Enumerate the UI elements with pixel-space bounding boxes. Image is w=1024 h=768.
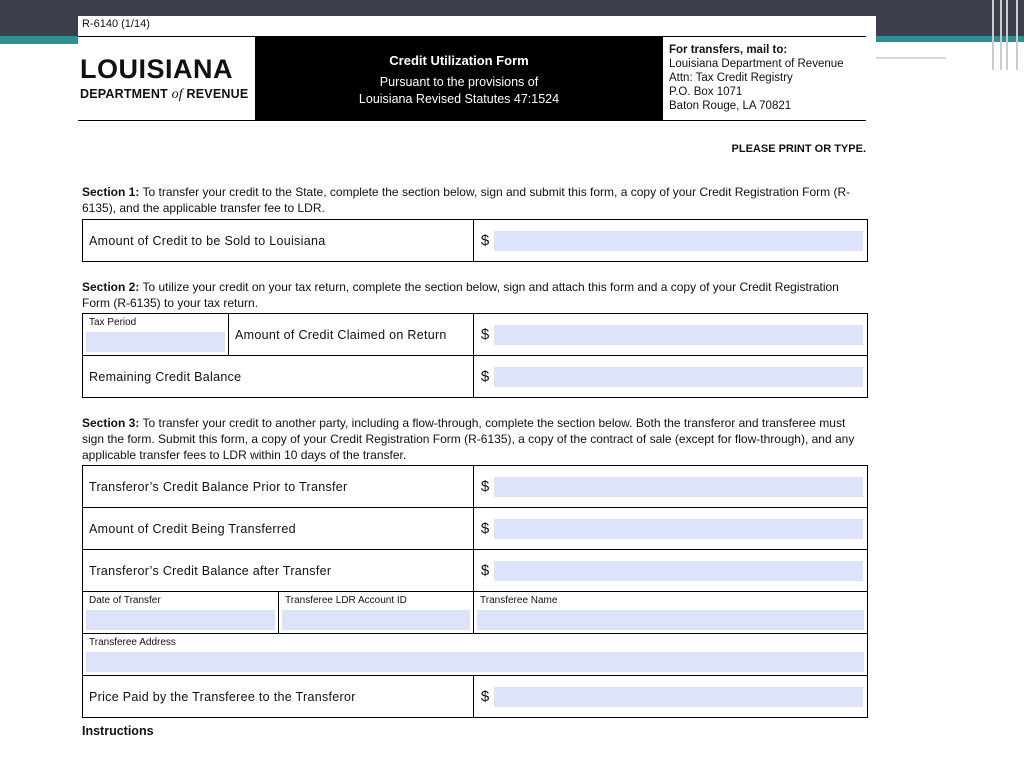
section-1-text [82, 184, 866, 216]
mail-line-1: Louisiana Department of Revenue [669, 58, 844, 70]
section-1-label: Section 1: [82, 185, 140, 199]
claimed-label: Amount of Credit Claimed on Return [235, 327, 447, 342]
sold-label: Amount of Credit to be Sold to Louisiana [89, 233, 326, 248]
tax-period-label: Tax Period [89, 317, 137, 328]
after-amount-cell [474, 550, 868, 592]
logo-revenue-text: REVENUE [182, 87, 249, 101]
after-balance-label: Transferor’s Credit Balance after Transfer [89, 563, 332, 578]
claimed-amount-cell [474, 314, 868, 356]
transferee-name-input[interactable] [477, 610, 864, 630]
sold-amount-cell [474, 220, 868, 262]
logo-dept-text: DEPARTMENT [80, 87, 172, 101]
subtitle-line-1: Pursuant to the provisions of [379, 75, 539, 89]
price-amount-cell [474, 676, 868, 718]
dollar-sign: $ [480, 232, 490, 249]
remaining-label-cell [83, 356, 474, 398]
after-label-cell [83, 550, 474, 592]
form-subtitle [255, 74, 663, 108]
prior-balance-label: Transferor’s Credit Balance Prior to Transfer [89, 479, 348, 494]
section-1-table [82, 219, 868, 262]
transferee-name-label: Transferee Name [480, 595, 558, 606]
claimed-label-cell [229, 314, 474, 356]
section-3-desc: To transfer your credit to another party, including a flow-through, complete the section below. Both the transferor and transferee must sign the form. Submit this form, a copy of your Credit Registration Form (R-6135), a copy of the contract of sale (except for flow-through), and any applicable transfer fees to LDR within 10 days of the transfer. [82, 416, 855, 462]
price-label: Price Paid by the Transferee to the Transferor [89, 689, 356, 704]
tax-period-input[interactable] [86, 332, 225, 352]
logo-of: of [171, 87, 183, 102]
section-3-text [82, 415, 866, 463]
dollar-sign: $ [480, 688, 490, 705]
section-2-desc: To utilize your credit on your tax return, complete the section below, sign and attach this form and a copy of your Credit Registration Form (R-6135) to your tax return. [82, 280, 839, 310]
mailing-address [669, 43, 844, 113]
slide-accent-line [876, 57, 946, 59]
slide-accent-stripe [0, 36, 78, 44]
subtitle-line-2: Louisiana Revised Statutes 47:1524 [358, 92, 560, 106]
mail-heading: For transfers, mail to: [669, 44, 788, 56]
remaining-label: Remaining Credit Balance [89, 369, 242, 384]
section-1-desc: To transfer your credit to the State, complete the section below, sign and submit this form, a copy of your Credit Registration Form (R-6135), and the applicable transfer fee to LDR. [82, 185, 851, 215]
section-2-label: Section 2: [82, 280, 140, 294]
dollar-sign: $ [480, 478, 490, 495]
transferred-label-cell [83, 508, 474, 550]
print-note: PLEASE PRINT OR TYPE. [731, 143, 866, 155]
dollar-sign: $ [480, 368, 490, 385]
transferred-label: Amount of Credit Being Transferred [89, 521, 296, 536]
address-label: Transferee Address [89, 637, 176, 648]
after-balance-input[interactable] [494, 561, 863, 581]
prior-label-cell [83, 466, 474, 508]
dollar-sign: $ [480, 326, 490, 343]
section-3-label: Section 3: [82, 416, 140, 430]
slide-decor-lines [986, 0, 1024, 70]
form-page [78, 16, 876, 768]
date-label: Date of Transfer [89, 595, 161, 606]
logo-department [80, 87, 248, 103]
date-cell [83, 592, 279, 634]
account-id-label: Transferee LDR Account ID [285, 595, 407, 606]
address-cell [83, 634, 868, 676]
section-2-table [82, 313, 868, 398]
dollar-sign: $ [480, 562, 490, 579]
mail-line-4: Baton Rouge, LA 70821 [669, 100, 792, 112]
mail-line-2: Attn: Tax Credit Registry [669, 72, 793, 84]
form-title-box [255, 37, 663, 120]
transferee-account-id-input[interactable] [282, 610, 470, 630]
prior-balance-input[interactable] [494, 477, 863, 497]
account-id-cell [279, 592, 474, 634]
tax-period-cell [83, 314, 229, 356]
amount-claimed-input[interactable] [494, 325, 863, 345]
logo-louisiana: LOUISIANA [80, 54, 233, 84]
amount-transferred-input[interactable] [494, 519, 863, 539]
date-of-transfer-input[interactable] [86, 610, 275, 630]
prior-amount-cell [474, 466, 868, 508]
transferee-address-input[interactable] [86, 652, 864, 672]
mail-line-3: P.O. Box 1071 [669, 86, 743, 98]
form-title: Credit Utilization Form [389, 53, 529, 68]
header-rule-bottom [78, 120, 866, 121]
form-number: R-6140 (1/14) [82, 18, 150, 30]
section-3-table [82, 465, 868, 718]
dollar-sign: $ [480, 520, 490, 537]
price-label-cell [83, 676, 474, 718]
remaining-balance-input[interactable] [494, 367, 863, 387]
instructions-heading: Instructions [82, 724, 154, 738]
sold-label-cell [83, 220, 474, 262]
transferred-amount-cell [474, 508, 868, 550]
transferee-name-cell [474, 592, 868, 634]
price-paid-input[interactable] [494, 687, 863, 707]
amount-sold-input[interactable] [494, 231, 863, 251]
remaining-amount-cell [474, 356, 868, 398]
section-2-text [82, 279, 866, 311]
